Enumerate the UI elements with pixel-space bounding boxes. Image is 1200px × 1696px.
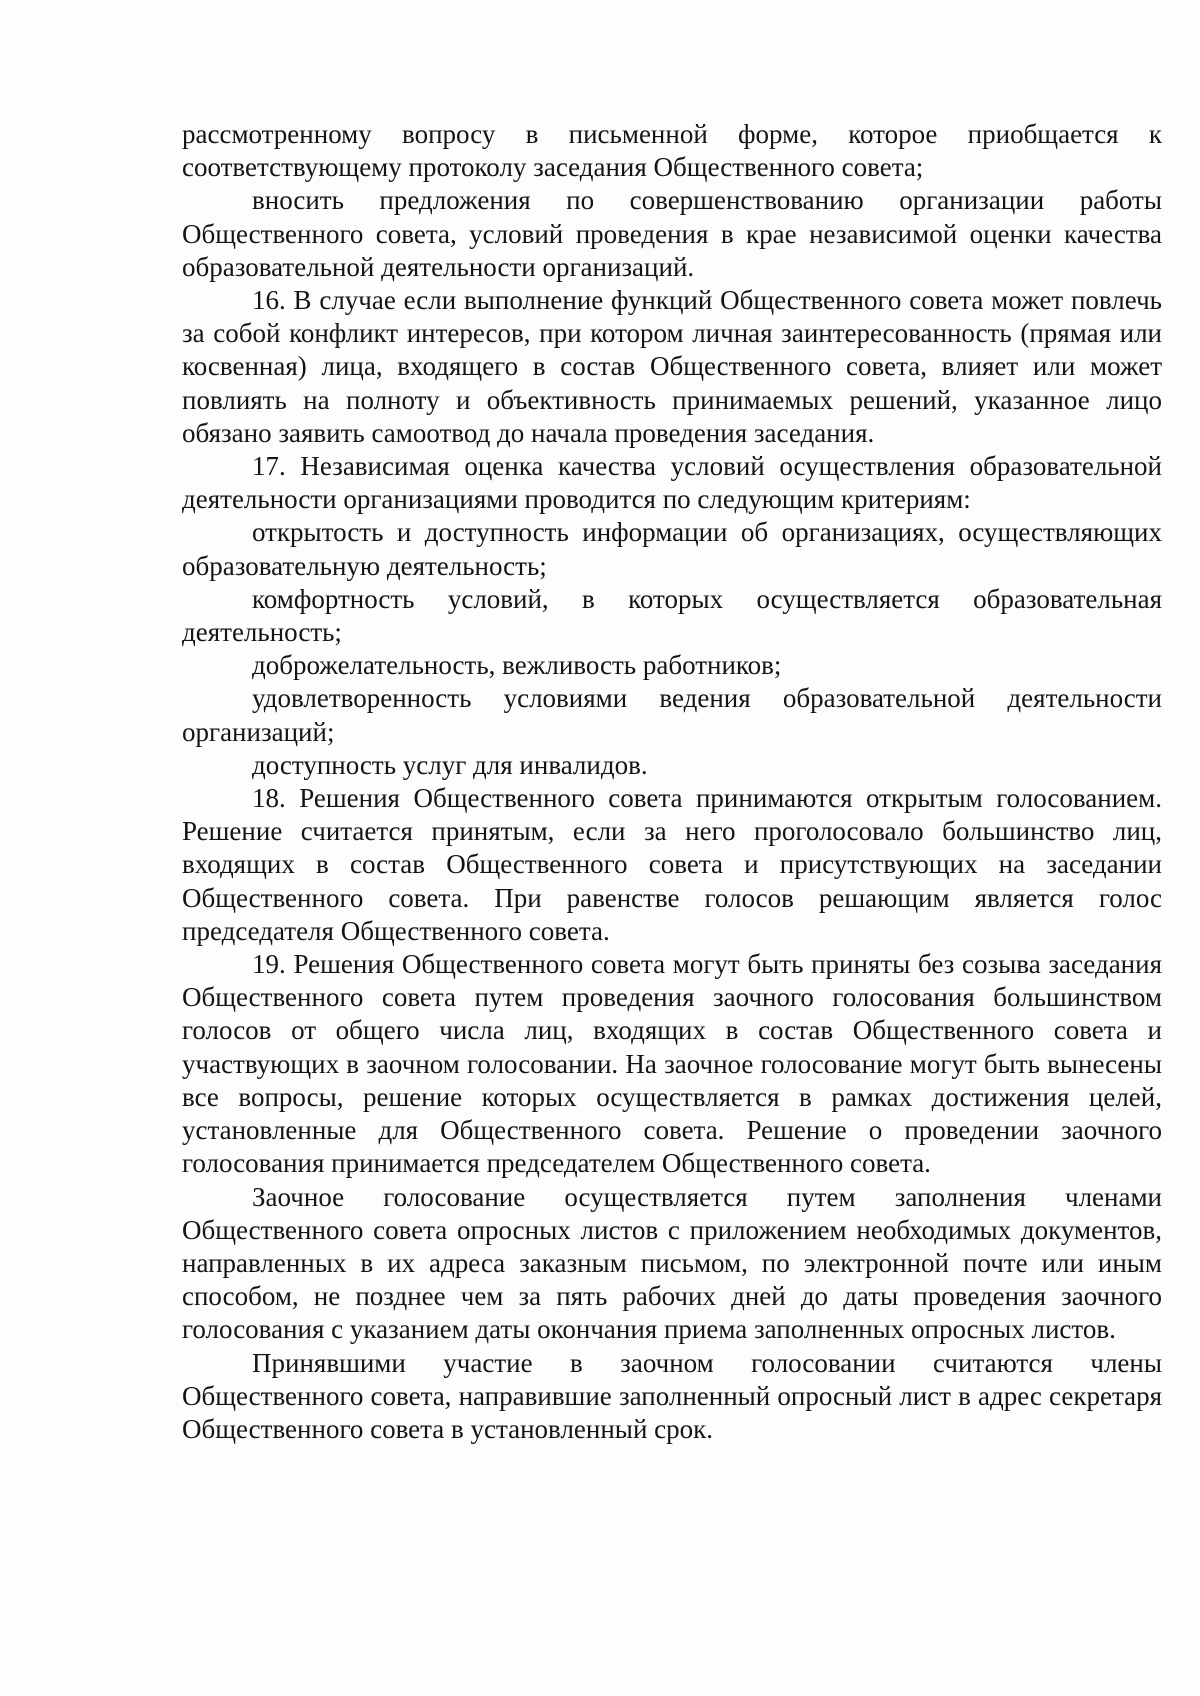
paragraph-participants: Принявшими участие в заочном голосовании считаются члены Общественного совета, направившие заполненный опросный лист в адрес секретаря Общественного совета в установленный срок.: [182, 1347, 1162, 1444]
criterion-courtesy: доброжелательность, вежливость работников;: [252, 650, 782, 681]
paragraph-continuation: рассмотренному вопросу в письменной форме, которое приобщается к соответствующему протоколу заседания Общественного совета;: [182, 119, 1162, 183]
criterion-openness: открытость и доступность информации об организациях, осуществляющих образовательную деятельность;: [182, 517, 1162, 581]
paragraph-proposals: вносить предложения по совершенствованию организации работы Общественного совета, условий проведения в крае независимой оценки качества образовательной деятельности организаций.: [182, 185, 1162, 282]
criterion-accessibility: доступность услуг для инвалидов.: [252, 749, 648, 780]
paragraph-item-19: 19. Решения Общественного совета могут быть приняты без созыва заседания Общественного совета путем проведения заочного голосования большинством голосов от общего числа лиц, входящих в состав Общественного совета и участвующих в заочном голосовании. На заочное голосование могут быть вынесены все вопросы, решение которых осуществляется в рамках достижения целей, установленные для Общественного совета. Решение о проведении заочного голосования принимается председателем Общественного совета.: [182, 949, 1162, 1179]
paragraph-item-16: 16. В случае если выполнение функций Общественного совета может повлечь за собой конфликт интересов, при котором личная заинтересованность (прямая или косвенная) лица, входящего в состав Общественного совета, влияет или может повлиять на полноту и объективность принимаемых решений, указанное лицо обязано заявить самоотвод до начала проведения заседания.: [182, 285, 1162, 448]
criterion-satisfaction: удовлетворенность условиями ведения образовательной деятельности организаций;: [182, 683, 1162, 747]
paragraph-item-18: 18. Решения Общественного совета принимаются открытым голосованием. Решение считается принятым, если за него проголосовало большинство лиц, входящих в состав Общественного совета и присутствующих на заседании Общественного совета. При равенстве голосов решающим является голос председателя Общественного совета.: [182, 783, 1162, 946]
criterion-comfort: комфортность условий, в которых осуществляется образовательная деятельность;: [182, 583, 1162, 648]
paragraph-item-17: 17. Независимая оценка качества условий осуществления образовательной деятельности организациями проводится по следующим критериям:: [182, 451, 1162, 515]
document-body: [182, 118, 1162, 1446]
paragraph-absentee-voting: Заочное голосование осуществляется путем заполнения членами Общественного совета опросных листов с приложением необходимых документов, направленных в их адреса заказным письмом, по электронной почте или иным способом, не позднее чем за пять рабочих дней до даты проведения заочного голосования с указанием даты окончания приема заполненных опросных листов.: [182, 1181, 1162, 1345]
